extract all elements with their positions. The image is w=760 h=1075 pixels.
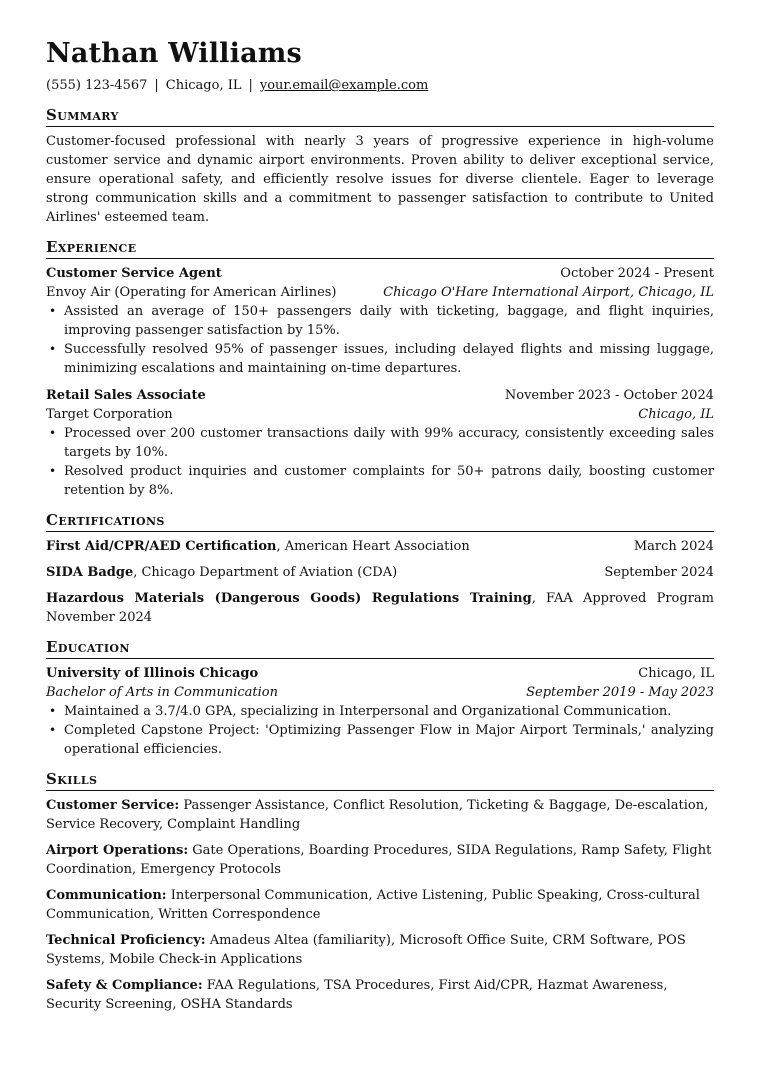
list-item: • Completed Capstone Project: 'Optimizing Passenger Flow in Major Airport Terminals,' analyzing operational efficiencies. xyxy=(49,723,714,757)
skill-row xyxy=(46,976,714,1014)
experience-entry xyxy=(46,386,714,500)
separator: | xyxy=(154,78,159,93)
skill-row xyxy=(46,841,714,879)
certification-name: SIDA Badge xyxy=(46,565,134,580)
job-dates: October 2024 - Present xyxy=(560,266,714,281)
skill-label: Airport Operations: xyxy=(46,843,189,858)
bullet-icon: • xyxy=(49,426,57,440)
separator: | xyxy=(248,78,253,93)
certification-name: First Aid/CPR/AED Certification xyxy=(46,539,277,554)
section-heading-summary: Summary xyxy=(46,106,714,127)
skill-row xyxy=(46,886,714,924)
school-location: Chicago, IL xyxy=(638,666,714,681)
section-heading-experience: Experience xyxy=(46,238,714,259)
list-item: • Maintained a 3.7/4.0 GPA, specializing in Interpersonal and Organizational Communication. xyxy=(49,704,672,719)
job-bullets xyxy=(46,302,714,378)
candidate-name: Nathan Williams xyxy=(46,38,302,69)
certification-entry xyxy=(46,589,714,627)
job-title: Customer Service Agent xyxy=(46,266,222,281)
resume-page xyxy=(46,38,714,1021)
list-item: • Successfully resolved 95% of passenger issues, including delayed flights and missing luggage, minimizing escalations and maintaining on-time departures. xyxy=(49,342,714,376)
location: Chicago, IL xyxy=(165,78,242,93)
section-heading-skills: Skills xyxy=(46,770,714,791)
certification-issuer: , FAA Approved Program November 2024 xyxy=(46,591,714,625)
education-bullets xyxy=(46,702,714,759)
skill-label: Communication: xyxy=(46,888,167,903)
skill-label: Technical Proficiency: xyxy=(46,933,206,948)
bullet-icon: • xyxy=(49,723,57,737)
experience-entry xyxy=(46,264,714,378)
certification-issuer: , American Heart Association xyxy=(276,539,470,554)
certification-entry xyxy=(46,563,714,582)
skill-list: Gate Operations, Boarding Procedures, SIDA Regulations, Ramp Safety, Flight Coordination, Emergency Protocols xyxy=(46,843,712,877)
certification-issuer: , Chicago Department of Aviation (CDA) xyxy=(133,565,398,580)
skill-label: Customer Service: xyxy=(46,798,180,813)
company-name: Target Corporation xyxy=(46,407,173,422)
bullet-icon: • xyxy=(49,704,57,718)
certification-date: March 2024 xyxy=(633,539,714,554)
job-location: Chicago, IL xyxy=(638,407,714,422)
certification-entry xyxy=(46,537,714,556)
list-item: • Resolved product inquiries and customer complaints for 50+ patrons daily, boosting customer retention by 8%. xyxy=(49,464,714,498)
bullet-icon: • xyxy=(49,464,57,478)
education-dates: September 2019 - May 2023 xyxy=(526,685,714,700)
list-item: • Processed over 200 customer transactions daily with 99% accuracy, consistently exceeding sales targets by 10%. xyxy=(49,426,714,460)
skill-row xyxy=(46,796,714,834)
job-title: Retail Sales Associate xyxy=(46,388,206,403)
school-name: University of Illinois Chicago xyxy=(46,666,259,681)
skill-list: Passenger Assistance, Conflict Resolution, Ticketing & Baggage, De-escalation, Service Recovery, Complaint Handling xyxy=(46,798,709,832)
bullet-icon: • xyxy=(49,342,57,356)
job-dates: November 2023 - October 2024 xyxy=(504,388,714,403)
skill-list: FAA Regulations, TSA Procedures, First Aid/CPR, Hazmat Awareness, Security Screening, OSHA Standards xyxy=(46,978,668,1012)
skill-list: Interpersonal Communication, Active Listening, Public Speaking, Cross-cultural Communication, Written Correspondence xyxy=(46,888,700,922)
phone-number: (555) 123-4567 xyxy=(46,78,148,93)
degree: Bachelor of Arts in Communication xyxy=(46,685,278,700)
job-bullets xyxy=(46,424,714,500)
education-entry xyxy=(46,664,714,759)
summary-text: Customer-focused professional with nearly 3 years of progressive experience in high-volume customer service and dynamic airport environments. Proven ability to deliver exceptional service, ensure operational safety, and efficiently resolve issues for diverse clientele. Eager to leverage strong communication skills and a commitment to passenger satisfaction to contribute to United Airlines' esteemed team. xyxy=(46,134,714,225)
job-location: Chicago O'Hare International Airport, Chicago, IL xyxy=(383,285,714,300)
skill-list: Amadeus Altea (familiarity), Microsoft Office Suite, CRM Software, POS Systems, Mobile Check-in Applications xyxy=(46,933,686,967)
skill-label: Safety & Compliance: xyxy=(46,978,203,993)
list-item: • Assisted an average of 150+ passengers daily with ticketing, baggage, and flight inquiries, improving passenger satisfaction by 15%. xyxy=(49,304,714,338)
certification-name: Hazardous Materials (Dangerous Goods) Regulations Training xyxy=(46,591,532,606)
contact-line xyxy=(46,77,714,95)
section-heading-education: Education xyxy=(46,638,714,659)
certification-date: September 2024 xyxy=(604,565,714,580)
email-link[interactable]: your.email@example.com xyxy=(259,78,429,93)
company-name: Envoy Air (Operating for American Airlines) xyxy=(46,285,337,300)
section-heading-certifications: Certifications xyxy=(46,511,714,532)
skill-row xyxy=(46,931,714,969)
bullet-icon: • xyxy=(49,304,57,318)
